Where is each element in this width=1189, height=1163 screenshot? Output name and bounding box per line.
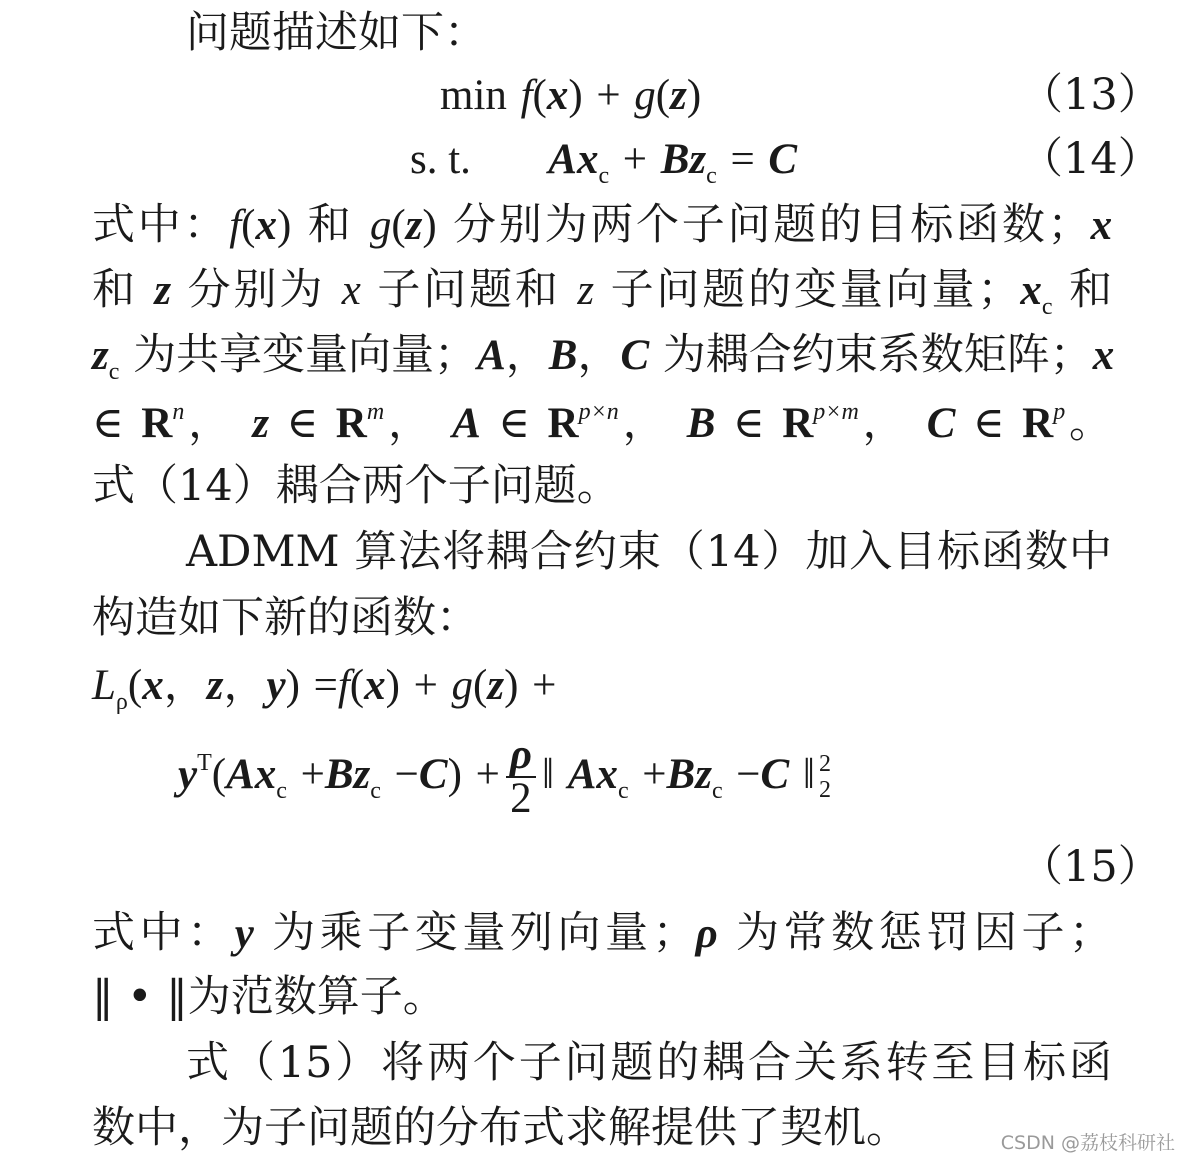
paragraph-line: 构造如下新的函数：: [92, 593, 479, 643]
paragraph-line: ‖ • ‖为范数算子。: [92, 972, 446, 1022]
equation-15-number: （15）: [1020, 842, 1161, 892]
equation-14: s. t. $Ax_c + Bz_c = C$: [410, 136, 798, 189]
intro-text: 问题描述如下：: [186, 8, 487, 58]
paragraph-line: 式中：y 为乘子变量列向量；ρ 为常数惩罚因子；: [92, 908, 1113, 958]
paragraph-line: 式（15）将两个子问题的耦合关系转至目标函: [186, 1038, 1112, 1088]
equation-13-number: （13）: [1020, 70, 1161, 120]
paragraph-line: 式（14）耦合两个子问题。: [92, 461, 620, 511]
watermark: CSDN @荔枝科研社: [1000, 1132, 1175, 1154]
equation-15-line2: $y^T(Ax_c +Bz_c -C)$ + $\frac{\rho}{2}$ ‖ $Ax_c +Bz_c -C$ ‖ 2 2: [178, 731, 831, 822]
paragraph-line: 和 z 分别为 x 子问题和 z 子问题的变量向量；$x_c$ 和: [92, 265, 1113, 320]
min-operator: min: [440, 72, 507, 119]
equation-13: min f(x) + g(z): [440, 72, 702, 119]
paragraph-line: 式中：f(x) 和 g(z) 分别为两个子问题的目标函数；x: [92, 200, 1113, 250]
paragraph-line: $z_c$ 为共享变量向量；A，B，C 为耦合约束系数矩阵；x: [92, 330, 1115, 385]
equation-15-line1: $L_\rho(x$，z，y) =f(x) + g(z) +: [92, 660, 557, 715]
paragraph-line: ADMM 算法将耦合约束（14）加入目标函数中: [186, 527, 1112, 577]
paragraph-line: 数中，为子问题的分布式求解提供了契机。: [92, 1103, 909, 1153]
paragraph-line: ∈ $R^n$， z ∈ $R^m$， A ∈ $R^{p\times n}$， B ∈ $R^{p\times m}$， C ∈ $R^p$。: [92, 398, 1112, 448]
subject-to-label: s. t.: [410, 136, 471, 183]
equation-14-number: （14）: [1020, 134, 1161, 184]
